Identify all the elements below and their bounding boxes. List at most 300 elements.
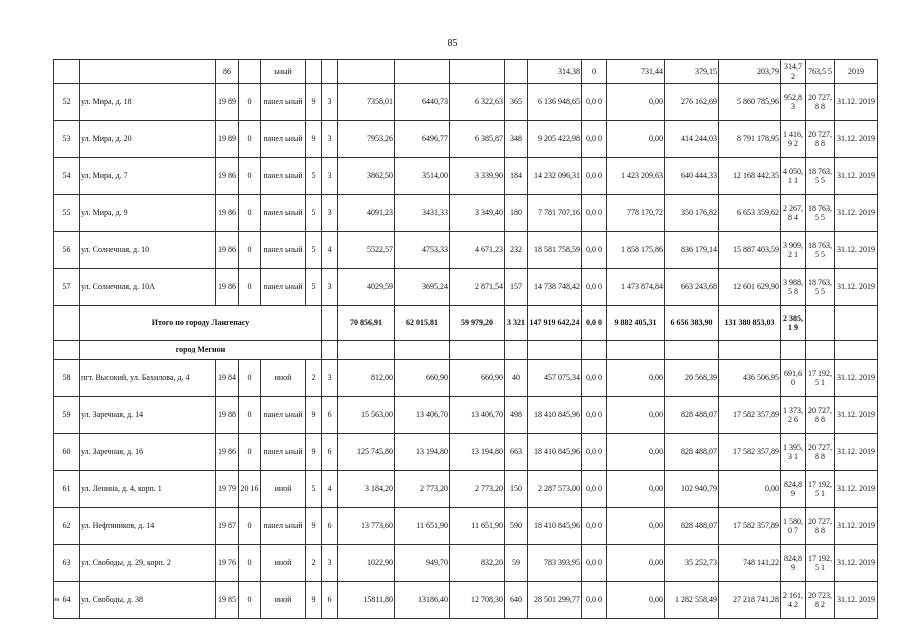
cell-area-total: 5522,57 xyxy=(338,232,395,269)
empty-cell xyxy=(719,341,781,360)
empty-cell xyxy=(835,341,878,360)
cell-residents xyxy=(505,60,528,84)
empty-cell xyxy=(395,341,450,360)
cell-num: 52 xyxy=(54,84,80,121)
cell-deadline: 31.12. 2019 xyxy=(835,397,878,434)
cell-year: 19 85 xyxy=(216,582,239,619)
cell-cost-per-m2: 824,8 9 xyxy=(781,545,806,582)
table-body xyxy=(54,60,878,619)
cell-area-premises: 3695,24 xyxy=(395,269,450,306)
cell-residents: 663 xyxy=(505,434,528,471)
cell-num xyxy=(54,306,80,341)
cell-budget-ao: 0,00 xyxy=(607,434,665,471)
cell-year2: 0 xyxy=(239,397,261,434)
cell-fund-source: 0,0 0 xyxy=(582,471,607,508)
cell-limit-cost: 20 727,8 8 xyxy=(806,84,835,121)
cell-address: ул. Солнечная, д. 10 xyxy=(80,232,216,269)
cell-material: панел ьный xyxy=(261,232,306,269)
empty-cell xyxy=(781,341,806,360)
cell-year2: 0 xyxy=(239,508,261,545)
cell-fund-source: 0,0 0 xyxy=(582,269,607,306)
cell-address: ул. Заречная, д. 16 xyxy=(80,434,216,471)
cell-fund-source: 0,0 0 xyxy=(582,508,607,545)
cell-fund-source: 0,0 0 xyxy=(582,195,607,232)
cell-area-living: 12 708,30 xyxy=(450,582,505,619)
cell-cost-per-m2: 2 267,8 4 xyxy=(781,195,806,232)
cell-cost-total: 18 410 845,96 xyxy=(528,434,582,471)
cell-address: ул. Заречная, д. 14 xyxy=(80,397,216,434)
cell-entrances xyxy=(322,60,338,84)
cell-budget-local: 663 243,68 xyxy=(665,269,719,306)
cell-address: ул. Мира, д. 9 xyxy=(80,195,216,232)
cell-fund-source: 0,0 0 xyxy=(582,232,607,269)
cell-budget-local: 276 162,69 xyxy=(665,84,719,121)
table-row xyxy=(54,434,878,471)
cell-material: панел ьный xyxy=(261,434,306,471)
cell-fund-source: 0,0 0 xyxy=(582,582,607,619)
total-area-total: 70 856,91 xyxy=(338,306,395,341)
cell-year2: 0 xyxy=(239,121,261,158)
cell-floors: 9 xyxy=(306,84,322,121)
cell-year2: 0 xyxy=(239,434,261,471)
cell-address: ул. Мира, д. 18 xyxy=(80,84,216,121)
cell-address: ул. Нефтяников, д. 14 xyxy=(80,508,216,545)
cell-entrances: 3 xyxy=(322,360,338,397)
cell-limit-cost xyxy=(806,306,835,341)
table-row xyxy=(54,508,878,545)
cell-deadline: 31.12. 2019 xyxy=(835,195,878,232)
cell-fund-source: 0,0 0 xyxy=(582,397,607,434)
cell-material: иной xyxy=(261,545,306,582)
cell-area-total: 3 184,20 xyxy=(338,471,395,508)
cell-cost-total: 314,38 xyxy=(528,60,582,84)
cell-owners-funds: 8 791 178,95 xyxy=(719,121,781,158)
cell-cost-total: 783 393,95 xyxy=(528,545,582,582)
cell-area-living: 832,20 xyxy=(450,545,505,582)
cell-cost-per-m2: 314,7 2 xyxy=(781,60,806,84)
cell-year2: 0 xyxy=(239,158,261,195)
cell-floors: 5 xyxy=(306,471,322,508)
cell-num: 64 xyxy=(54,582,80,619)
table-row xyxy=(54,582,878,619)
total-fund-source: 0,0 0 xyxy=(582,306,607,341)
cell-material: иной xyxy=(261,582,306,619)
cell-year: 19 86 xyxy=(216,434,239,471)
cell-cost-per-m2: 1 373,2 6 xyxy=(781,397,806,434)
cell-residents: 232 xyxy=(505,232,528,269)
cell-limit-cost: 20 727,8 8 xyxy=(806,397,835,434)
page-number: 85 xyxy=(447,38,458,49)
cell-residents: 150 xyxy=(505,471,528,508)
capital-repair-table xyxy=(53,59,878,619)
cell-residents: 184 xyxy=(505,158,528,195)
cell-num: 62 xyxy=(54,508,80,545)
cell-budget-local: 640 444,33 xyxy=(665,158,719,195)
cell-area-total: 812,00 xyxy=(338,360,395,397)
cell-budget-ao: 1 858 175,86 xyxy=(607,232,665,269)
total-cost-total: 147 919 642,24 xyxy=(528,306,582,341)
cell-deadline xyxy=(835,306,878,341)
cell-area-living: 13 406,70 xyxy=(450,397,505,434)
cell-limit-cost: 18 763,5 5 xyxy=(806,158,835,195)
cell-residents: 157 xyxy=(505,269,528,306)
cell-floors: 9 xyxy=(306,582,322,619)
cell-fund-source: 0 xyxy=(582,60,607,84)
cell-residents: 640 xyxy=(505,582,528,619)
cell-num: 63 xyxy=(54,545,80,582)
cell-entrances: 3 xyxy=(322,121,338,158)
table-row xyxy=(54,471,878,508)
cell-material: панел ьный xyxy=(261,397,306,434)
cell-deadline: 31.12. 2019 xyxy=(835,434,878,471)
cell-area-premises: 13186,40 xyxy=(395,582,450,619)
cell-entrances: 4 xyxy=(322,232,338,269)
section-title: город Мегион xyxy=(80,341,322,360)
total-residents: 3 321 xyxy=(505,306,528,341)
cell-num: 59 xyxy=(54,397,80,434)
total-budget-local: 6 656 383,90 xyxy=(665,306,719,341)
cell-area-total: 7358,01 xyxy=(338,84,395,121)
cell-material: панел ьный xyxy=(261,121,306,158)
cell-owners-funds: 748 141,22 xyxy=(719,545,781,582)
cell-budget-local: 414 244,03 xyxy=(665,121,719,158)
cell-budget-ao: 0,00 xyxy=(607,508,665,545)
cell-floors xyxy=(306,60,322,84)
cell-cost-total: 18 410 845,96 xyxy=(528,508,582,545)
cell-deadline: 2019 xyxy=(835,60,878,84)
cell-area-premises: 11 651,90 xyxy=(395,508,450,545)
cell-budget-local: 828 488,07 xyxy=(665,397,719,434)
empty-cell xyxy=(338,341,395,360)
cell-year: 19 79 xyxy=(216,471,239,508)
cell-residents: 59 xyxy=(505,545,528,582)
cell-owners-funds: 203,79 xyxy=(719,60,781,84)
table-row xyxy=(54,84,878,121)
total-label: Итого по городу Лангепасу xyxy=(80,306,322,341)
cell-deadline: 31.12. 2019 xyxy=(835,471,878,508)
cell-deadline: 31.12. 2019 xyxy=(835,269,878,306)
cell-deadline: 31.12. 2019 xyxy=(835,158,878,195)
cell-cost-total: 18 581 758,59 xyxy=(528,232,582,269)
cell-year: 19 86 xyxy=(216,158,239,195)
cell-area-premises xyxy=(395,60,450,84)
cell-material: иной xyxy=(261,471,306,508)
cell-num: 57 xyxy=(54,269,80,306)
cell-limit-cost: 18 763,5 5 xyxy=(806,195,835,232)
cell-cost-per-m2: 1 416,9 2 xyxy=(781,121,806,158)
table-row xyxy=(54,360,878,397)
cell-cost-total: 6 136 948,65 xyxy=(528,84,582,121)
cell-area-premises: 4753,33 xyxy=(395,232,450,269)
cell-num: 58 xyxy=(54,360,80,397)
cell-owners-funds: 27 218 741,28 xyxy=(719,582,781,619)
cell-residents: 180 xyxy=(505,195,528,232)
cell-area-premises: 13 194,80 xyxy=(395,434,450,471)
cell-owners-funds: 12 168 442,35 xyxy=(719,158,781,195)
cell-area-total: 13 773,60 xyxy=(338,508,395,545)
cell-floors: 9 xyxy=(306,397,322,434)
total-area-premises: 62 015,81 xyxy=(395,306,450,341)
cell-budget-ao: 778 170,72 xyxy=(607,195,665,232)
empty-cell xyxy=(665,341,719,360)
cell-floors: 5 xyxy=(306,269,322,306)
total-area-living: 59 979,20 xyxy=(450,306,505,341)
cell-cost-per-m2: 1 580,0 7 xyxy=(781,508,806,545)
section-row xyxy=(54,341,878,360)
table-row xyxy=(54,60,878,84)
cell-address: ул. Мира, д. 20 xyxy=(80,121,216,158)
cell-floors: 5 xyxy=(306,195,322,232)
cell-cost-per-m2: 2 161,4 2 xyxy=(781,582,806,619)
cell-cost-per-m2: 1 395,3 1 xyxy=(781,434,806,471)
table-row xyxy=(54,545,878,582)
cell-residents: 498 xyxy=(505,397,528,434)
cell-cost-per-m2: 3 909,2 1 xyxy=(781,232,806,269)
cell-area-total: 3862,50 xyxy=(338,158,395,195)
cell-residents: 590 xyxy=(505,508,528,545)
total-row xyxy=(54,306,878,341)
cell-cost-total: 28 501 299,77 xyxy=(528,582,582,619)
cell-entrances: 6 xyxy=(322,434,338,471)
cell-cost-per-m2: 4 050,1 1 xyxy=(781,158,806,195)
cell-entrances: 3 xyxy=(322,84,338,121)
cell-entrances: 3 xyxy=(322,545,338,582)
cell-owners-funds: 15 887 403,59 xyxy=(719,232,781,269)
cell-budget-local: 102 940,79 xyxy=(665,471,719,508)
cell-area-premises: 6440,73 xyxy=(395,84,450,121)
cell-cost-total: 9 205 422,98 xyxy=(528,121,582,158)
cell-material: панел ьный xyxy=(261,158,306,195)
table-row xyxy=(54,158,878,195)
cell-deadline: 31.12. 2019 xyxy=(835,84,878,121)
cell-area-premises: 2 773,20 xyxy=(395,471,450,508)
cell-year2: 0 xyxy=(239,195,261,232)
cell-floors: 2 xyxy=(306,545,322,582)
cell-area-total: 4029,59 xyxy=(338,269,395,306)
footer-mark: нн xyxy=(53,597,60,603)
empty-cell xyxy=(582,341,607,360)
cell-budget-local: 379,15 xyxy=(665,60,719,84)
table-row xyxy=(54,269,878,306)
cell-num xyxy=(54,60,80,84)
cell-budget-local: 35 252,73 xyxy=(665,545,719,582)
cell-material: панел ьный xyxy=(261,269,306,306)
cell-num: 61 xyxy=(54,471,80,508)
cell-floors: 5 xyxy=(306,232,322,269)
cell-cost-per-m2: 824,8 9 xyxy=(781,471,806,508)
cell-limit-cost: 20 723,8 2 xyxy=(806,582,835,619)
cell-deadline: 31.12. 2019 xyxy=(835,582,878,619)
cell-year: 19 86 xyxy=(216,269,239,306)
cell-material: панел ьный xyxy=(261,84,306,121)
cell-year2: 0 xyxy=(239,545,261,582)
total-budget-ao: 9 882 405,31 xyxy=(607,306,665,341)
cell-budget-ao: 1 423 209,63 xyxy=(607,158,665,195)
cell-entrances: 4 xyxy=(322,471,338,508)
cell-entrances: 6 xyxy=(322,582,338,619)
cell-num: 56 xyxy=(54,232,80,269)
cell-num: 60 xyxy=(54,434,80,471)
cell-entrances: 6 xyxy=(322,508,338,545)
cell-cost-total: 2 287 573,00 xyxy=(528,471,582,508)
cell-area-premises: 3431,33 xyxy=(395,195,450,232)
cell-fund-source: 0,0 0 xyxy=(582,121,607,158)
cell-area-total: 15 563,00 xyxy=(338,397,395,434)
cell-budget-ao: 0,00 xyxy=(607,471,665,508)
cell-area-living xyxy=(450,60,505,84)
cell-entrances: 6 xyxy=(322,397,338,434)
cell-limit-cost: 20 727,8 8 xyxy=(806,508,835,545)
cell-area-total: 4091,23 xyxy=(338,195,395,232)
cell-address: ул. Свободы, д. 29, корп. 2 xyxy=(80,545,216,582)
cell-area-living: 13 194,80 xyxy=(450,434,505,471)
cell-address: ул. Мира, д. 7 xyxy=(80,158,216,195)
cell-area-premises: 6496,77 xyxy=(395,121,450,158)
cell-budget-ao: 1 473 874,84 xyxy=(607,269,665,306)
cell-area-living: 6 322,63 xyxy=(450,84,505,121)
cell-area-living: 660,90 xyxy=(450,360,505,397)
cell-fund-source: 0,0 0 xyxy=(582,360,607,397)
cell-area-living: 2 773,20 xyxy=(450,471,505,508)
cell-num xyxy=(54,341,80,360)
cell-material: ьный xyxy=(261,60,306,84)
cell-owners-funds: 17 582 357,89 xyxy=(719,397,781,434)
cell-year: 19 84 xyxy=(216,360,239,397)
table-row xyxy=(54,121,878,158)
cell-year: 19 86 xyxy=(216,195,239,232)
cell-budget-ao: 731,44 xyxy=(607,60,665,84)
cell-year2: 0 xyxy=(239,84,261,121)
cell-year: 19 87 xyxy=(216,508,239,545)
cell-year: 86 xyxy=(216,60,239,84)
cell-limit-cost: 20 727,8 8 xyxy=(806,121,835,158)
cell-entrances: 3 xyxy=(322,158,338,195)
cell-owners-funds: 6 653 359,62 xyxy=(719,195,781,232)
empty-cell xyxy=(528,341,582,360)
cell-area-living: 3 349,40 xyxy=(450,195,505,232)
cell-budget-local: 828 488,07 xyxy=(665,434,719,471)
cell-budget-local: 828 488,07 xyxy=(665,508,719,545)
cell-cost-total: 18 410 845,96 xyxy=(528,397,582,434)
cell-address xyxy=(80,60,216,84)
cell-area-total: 7953,26 xyxy=(338,121,395,158)
table-row xyxy=(54,195,878,232)
cell-floors: 9 xyxy=(306,121,322,158)
cell-fund-source: 0,0 0 xyxy=(582,434,607,471)
table-row xyxy=(54,232,878,269)
cell-cost-per-m2: 952,8 3 xyxy=(781,84,806,121)
cell-floors: 2 xyxy=(306,360,322,397)
cell-limit-cost: 17 192,5 1 xyxy=(806,360,835,397)
cell-budget-local: 1 282 558,49 xyxy=(665,582,719,619)
cell-fund-source: 0,0 0 xyxy=(582,545,607,582)
cell-year: 19 86 xyxy=(216,232,239,269)
cell-entrances xyxy=(322,306,338,341)
empty-cell xyxy=(450,341,505,360)
cell-year2: 0 xyxy=(239,232,261,269)
empty-cell xyxy=(505,341,528,360)
cell-budget-local: 836 179,14 xyxy=(665,232,719,269)
cell-budget-ao: 0,00 xyxy=(607,360,665,397)
cell-budget-local: 350 176,82 xyxy=(665,195,719,232)
cell-limit-cost: 18 763,5 5 xyxy=(806,232,835,269)
cell-floors: 9 xyxy=(306,508,322,545)
cell-area-living: 3 339,90 xyxy=(450,158,505,195)
cell-year2: 20 16 xyxy=(239,471,261,508)
cell-cost-total: 14 738 748,42 xyxy=(528,269,582,306)
cell-cost-per-m2: 3 988,5 8 xyxy=(781,269,806,306)
cell-entrances: 3 xyxy=(322,269,338,306)
cell-area-total xyxy=(338,60,395,84)
cell-budget-local: 20 568,39 xyxy=(665,360,719,397)
cell-floors: 5 xyxy=(306,158,322,195)
cell-owners-funds: 17 582 357,89 xyxy=(719,508,781,545)
cell-limit-cost: 20 727,8 8 xyxy=(806,434,835,471)
cell-material: панел ьный xyxy=(261,195,306,232)
cell-year: 19 76 xyxy=(216,545,239,582)
cell-address: ул. Свободы, д. 38 xyxy=(80,582,216,619)
cell-area-living: 11 651,90 xyxy=(450,508,505,545)
cell-year: 19 89 xyxy=(216,84,239,121)
cell-cost-per-m2: 691,6 0 xyxy=(781,360,806,397)
cell-fund-source: 0,0 0 xyxy=(582,158,607,195)
cell-area-premises: 13 406,70 xyxy=(395,397,450,434)
cell-floors: 9 xyxy=(306,434,322,471)
cell-year2: 0 xyxy=(239,582,261,619)
cell-limit-cost: 18 763,5 5 xyxy=(806,269,835,306)
cell-year2: 0 xyxy=(239,269,261,306)
cell-residents: 365 xyxy=(505,84,528,121)
cell-area-living: 6 385,87 xyxy=(450,121,505,158)
cell-owners-funds: 5 860 785,96 xyxy=(719,84,781,121)
cell-year2: 0 xyxy=(239,360,261,397)
cell-material: иной xyxy=(261,360,306,397)
cell-deadline: 31.12. 2019 xyxy=(835,508,878,545)
cell-area-living: 4 671,23 xyxy=(450,232,505,269)
cell-num: 53 xyxy=(54,121,80,158)
cell-deadline: 31.12. 2019 xyxy=(835,360,878,397)
cell-limit-cost: 17 192,5 1 xyxy=(806,545,835,582)
cell-year: 19 88 xyxy=(216,397,239,434)
cell-entrances: 3 xyxy=(322,195,338,232)
cell-deadline: 31.12. 2019 xyxy=(835,121,878,158)
cell-limit-cost: 17 192,5 1 xyxy=(806,471,835,508)
cell-cost-total: 7 781 707,16 xyxy=(528,195,582,232)
cell-budget-ao: 0,00 xyxy=(607,397,665,434)
cell-fund-source: 0,0 0 xyxy=(582,84,607,121)
cell-budget-ao: 0,00 xyxy=(607,582,665,619)
cell-area-premises: 660,90 xyxy=(395,360,450,397)
empty-cell xyxy=(322,341,338,360)
cell-area-total: 15811,80 xyxy=(338,582,395,619)
cell-residents: 40 xyxy=(505,360,528,397)
cell-area-premises: 3514,00 xyxy=(395,158,450,195)
cell-address: пгт. Высокий, ул. Бахилова, д. 4 xyxy=(80,360,216,397)
total-cost-per-m2: 2 385,1 9 xyxy=(781,306,806,341)
cell-owners-funds: 0,00 xyxy=(719,471,781,508)
cell-cost-total: 14 232 096,31 xyxy=(528,158,582,195)
cell-year2 xyxy=(239,60,261,84)
cell-area-total: 125 745,80 xyxy=(338,434,395,471)
table-row xyxy=(54,397,878,434)
total-owners-funds: 131 380 853,03 xyxy=(719,306,781,341)
cell-deadline: 31.12. 2019 xyxy=(835,232,878,269)
empty-cell xyxy=(607,341,665,360)
cell-cost-total: 457 075,34 xyxy=(528,360,582,397)
cell-residents: 348 xyxy=(505,121,528,158)
cell-address: ул. Солнечная, д. 10А xyxy=(80,269,216,306)
cell-owners-funds: 17 582 357,89 xyxy=(719,434,781,471)
